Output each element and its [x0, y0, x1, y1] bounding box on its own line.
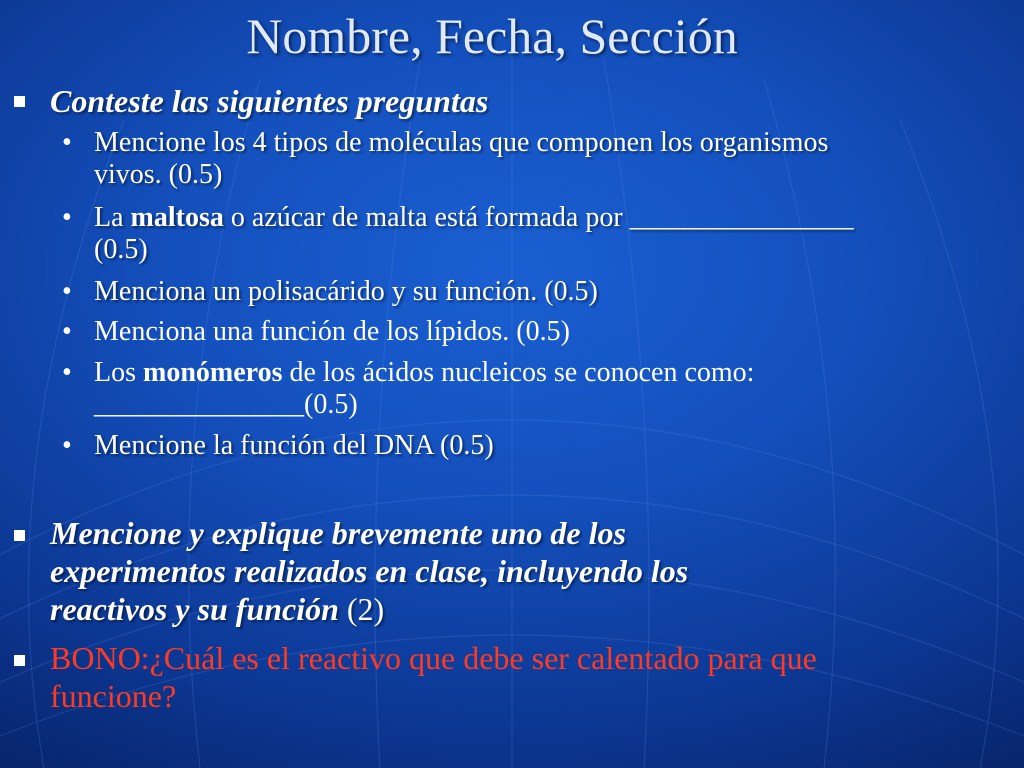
- bonus-line1: BONO:¿Cuál es el reactivo que debe ser calentado para que: [50, 640, 817, 676]
- section2-line3-bold: reactivos y su función: [50, 591, 339, 627]
- section2-line3-plain: (2): [338, 591, 385, 627]
- question-1-line2: vivos. (0.5): [94, 159, 223, 190]
- question-2-pre: La: [94, 202, 131, 233]
- round-bullet-icon: •: [62, 127, 72, 158]
- round-bullet-icon: •: [62, 276, 72, 307]
- bonus-question: [50, 639, 1010, 715]
- section1-heading-text: Conteste las siguientes preguntas: [50, 83, 489, 119]
- question-5-pre: Los: [94, 357, 143, 388]
- section2-text: [50, 514, 990, 628]
- question-1: [94, 127, 994, 191]
- question-5: [94, 357, 994, 421]
- question-3: Menciona un polisacárido y su función. (0.5): [94, 276, 598, 307]
- question-4: Menciona una función de los lípidos. (0.5): [94, 316, 570, 347]
- question-6: Mencione la función del DNA (0.5): [94, 430, 494, 461]
- question-2-line2: (0.5): [94, 234, 148, 265]
- bonus-line2: funcione?: [50, 678, 177, 714]
- question-2: [94, 202, 994, 266]
- question-5-line2: _______________(0.5): [94, 389, 358, 420]
- section1-heading: [50, 82, 488, 120]
- question-1-line1: Mencione los 4 tipos de moléculas que componen los organismos: [94, 127, 829, 158]
- section2-line1: Mencione y explique brevemente uno de los: [50, 515, 626, 551]
- question-2-post: o azúcar de malta está formada por ________________: [223, 202, 854, 233]
- question-5-bold: monómeros: [143, 357, 283, 388]
- question-5-post: de los ácidos nucleicos se conocen como:: [282, 357, 755, 388]
- round-bullet-icon: •: [62, 316, 72, 347]
- section2-line2: experimentos realizados en clase, incluyendo los: [50, 553, 689, 589]
- square-bullet-icon: [14, 655, 25, 666]
- round-bullet-icon: •: [62, 202, 72, 233]
- square-bullet-icon: [14, 96, 25, 107]
- question-2-bold: maltosa: [130, 202, 224, 233]
- square-bullet-icon: [14, 530, 25, 541]
- round-bullet-icon: •: [62, 430, 72, 461]
- round-bullet-icon: •: [62, 357, 72, 388]
- slide-title: Nombre, Fecha, Sección: [246, 8, 738, 64]
